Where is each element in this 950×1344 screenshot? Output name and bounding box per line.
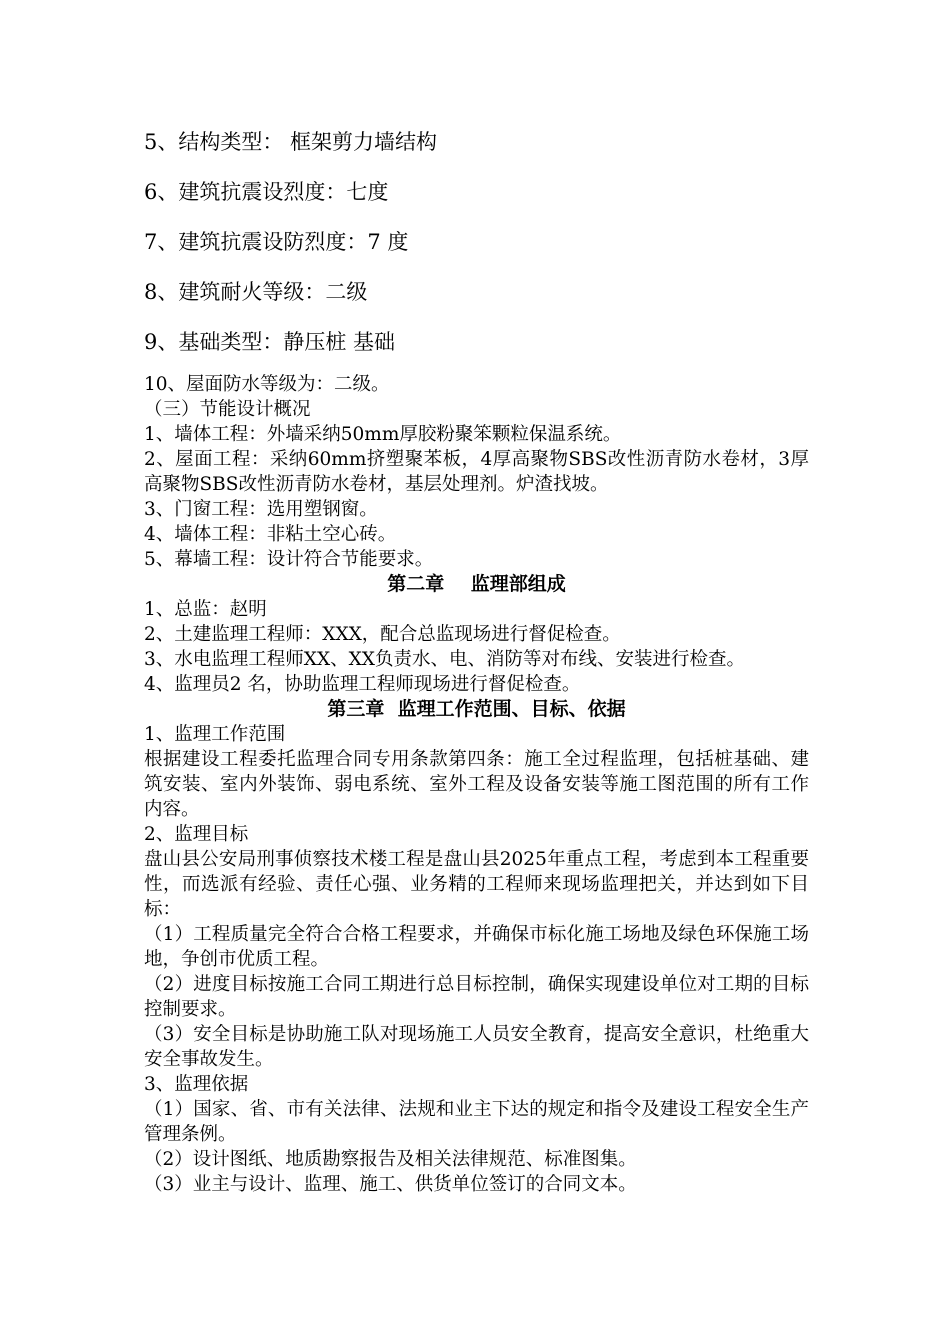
document-body <box>144 372 809 1197</box>
goal-item-safety: （3）安全目标是协助施工队对现场施工人员安全教育，提高安全意识，杜绝重大安全事故发生。 <box>144 1024 809 1070</box>
goal-item-quality: （1）工程质量完全符合合格工程要求，并确保市标化施工场地及绿色环保施工场地，争创市优质工程。 <box>144 924 809 970</box>
section-heading-basis: 3、监理依据 <box>144 1074 249 1095</box>
goal-item-schedule: （2）进度目标按施工合同工期进行总目标控制，确保实现建设单位对工期的目标控制要求。 <box>144 974 809 1020</box>
scope-paragraph: 根据建设工程委托监理合同专用条款第四条：施工全过程监理，包括桩基础、建筑安装、室内外装饰、弱电系统、室外工程及设备安装等施工图范围的所有工作内容。 <box>144 749 809 820</box>
basis-item-drawings: （2）设计图纸、地质勘察报告及相关法律规范、标准图集。 <box>144 1149 637 1170</box>
chapter-3-title: 第三章 监理工作范围、目标、依据 <box>327 698 626 720</box>
chapter-2-title: 第二章 监理部组成 <box>387 573 566 595</box>
goals-paragraph: 盘山县公安局刑事侦察技术楼工程是盘山县2025年重点工程，考虑到本工程重要性，而选派有经验、责任心强、业务精的工程师来现场监理把关，并达到如下目标： <box>144 849 809 920</box>
energy-item-wall-material: 4、墙体工程：非粘土空心砖。 <box>144 524 397 545</box>
overview-item-seismic-intensity: 6、建筑抗震设烈度：七度 <box>144 180 389 204</box>
overview-item-seismic-fortification: 7、建筑抗震设防烈度：7 度 <box>144 230 409 254</box>
section-heading-scope: 1、监理工作范围 <box>144 724 286 745</box>
building-overview-list <box>144 128 824 378</box>
basis-item-laws: （1）国家、省、市有关法律、法规和业主下达的规定和指令及建设工程安全生产管理条例。 <box>144 1099 809 1145</box>
energy-item-windows: 3、门窗工程：选用塑钢窗。 <box>144 499 378 520</box>
section-heading-goals: 2、监理目标 <box>144 824 249 845</box>
chapter-2-line: 4、监理员2 名，协助监理工程师现场进行督促检查。 <box>144 674 581 695</box>
energy-design-heading: （三）节能设计概况 <box>144 399 311 420</box>
overview-item-fire-rating: 8、建筑耐火等级：二级 <box>144 280 368 304</box>
chapter-2-line: 2、土建监理工程师：XXX，配合总监现场进行督促检查。 <box>144 624 621 645</box>
energy-item-wall: 1、墙体工程：外墙采纳50mm厚胶粉聚笨颗粒保温系统。 <box>144 424 622 445</box>
energy-item-curtain-wall: 5、幕墙工程：设计符合节能要求。 <box>144 549 434 570</box>
energy-item-roof: 2、屋面工程：采纳60mm挤塑聚苯板，4厚高聚物SBS改性沥青防水卷材，3厚高聚物SBS改性沥青防水卷材，基层处理剂。炉渣找坡。 <box>144 449 809 495</box>
overview-item-structure-type: 5、结构类型： 框架剪力墙结构 <box>144 130 438 154</box>
overview-item-foundation-type: 9、基础类型：静压桩 基础 <box>144 330 396 354</box>
roof-waterproof-grade: 10、屋面防水等级为：二级。 <box>144 374 390 395</box>
basis-item-contracts: （3）业主与设计、监理、施工、供货单位签订的合同文本。 <box>144 1174 637 1195</box>
chapter-2-line: 3、水电监理工程师XX、XX负责水、电、消防等对布线、安装进行检查。 <box>144 649 745 670</box>
chapter-2-line: 1、总监：赵明 <box>144 599 267 620</box>
